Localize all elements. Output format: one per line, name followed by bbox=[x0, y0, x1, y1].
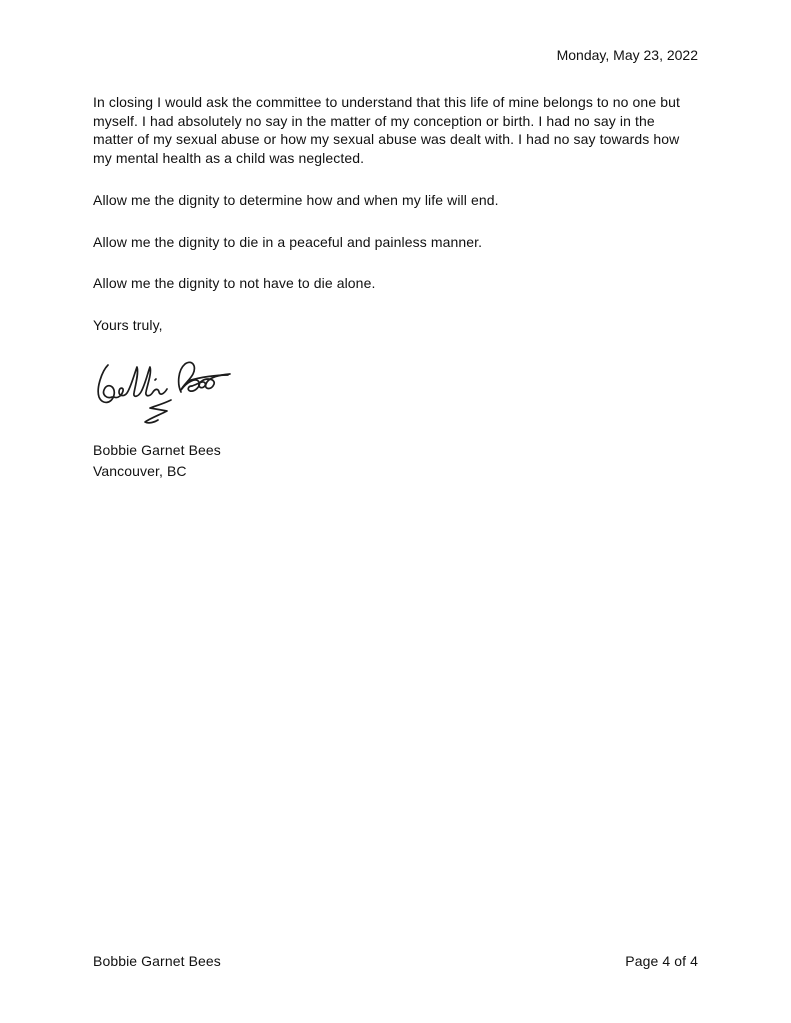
page-footer bbox=[93, 952, 698, 971]
paragraph-closing: In closing I would ask the committee to understand that this life of mine belongs to no one but myself. I had absolutely no say in the matter of my conception or birth. I had no say in the matter of my sexual abuse or how my sexual abuse was dealt with. I had no say towards how my mental health as a child was neglected. bbox=[93, 94, 680, 167]
handwritten-signature-image bbox=[95, 358, 235, 426]
footer-page-number: Page 4 of 4 bbox=[625, 953, 698, 969]
signature-location: Vancouver, BC bbox=[93, 462, 187, 479]
letter-body bbox=[93, 93, 698, 335]
footer-author: Bobbie Garnet Bees bbox=[93, 953, 221, 969]
signature-block bbox=[93, 358, 698, 482]
valediction: Yours truly, bbox=[93, 316, 163, 333]
paragraph-dignity-determine: Allow me the dignity to determine how and when my life will end. bbox=[93, 191, 499, 208]
paragraph-dignity-peaceful: Allow me the dignity to die in a peaceful and painless manner. bbox=[93, 233, 483, 250]
signature-name: Bobbie Garnet Bees bbox=[93, 441, 221, 458]
date-line: Monday, May 23, 2022 bbox=[556, 47, 698, 63]
paragraph-dignity-alone: Allow me the dignity to not have to die alone. bbox=[93, 275, 376, 292]
